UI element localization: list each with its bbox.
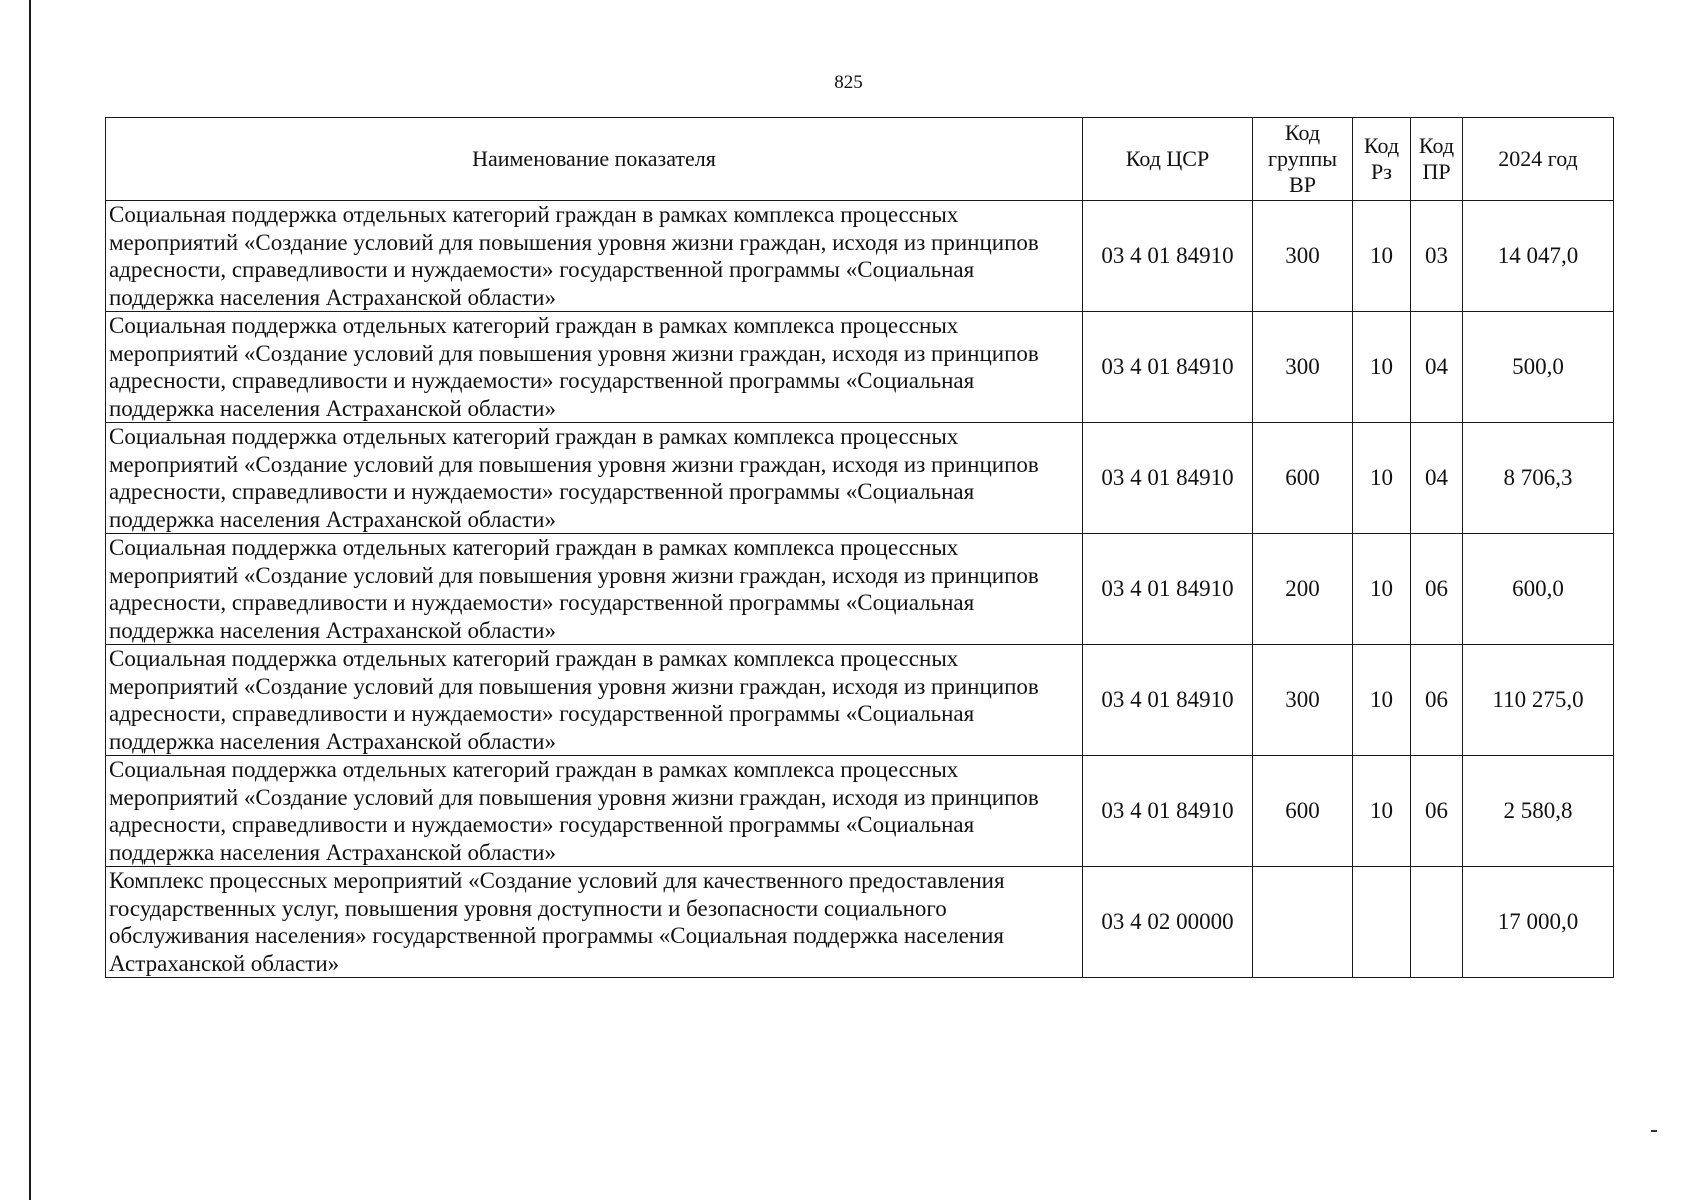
row-csr-code-cell: 03 4 01 84910 (1083, 312, 1253, 423)
row-vr-code-cell: 600 (1253, 756, 1353, 867)
row-name-cell: Социальная поддержка отдельных категорий граждан в рамках комплекса процессных мероприятий «Создание условий для повышения уровня жизни граждан, исходя из принципов адресности, справедливости и нуждаемости» государственной программы «Социальная поддержка населения Астраханской области» (106, 756, 1083, 867)
header-csr-code: Код ЦСР (1083, 118, 1253, 201)
header-year: 2024 год (1463, 118, 1614, 201)
table-row (106, 534, 1614, 645)
row-vr-code-cell (1253, 867, 1353, 978)
row-rz-code-cell: 10 (1353, 756, 1411, 867)
row-name-cell: Социальная поддержка отдельных категорий граждан в рамках комплекса процессных мероприятий «Создание условий для повышения уровня жизни граждан, исходя из принципов адресности, справедливости и нуждаемости» государственной программы «Социальная поддержка населения Астраханской области» (106, 423, 1083, 534)
scan-margin-line (29, 0, 31, 1200)
table-row (106, 645, 1614, 756)
table-row (106, 312, 1614, 423)
row-pr-code-cell: 04 (1411, 423, 1463, 534)
row-pr-code-cell: 04 (1411, 312, 1463, 423)
table-row (106, 423, 1614, 534)
page-number: 825 (834, 72, 863, 93)
row-csr-code-cell: 03 4 01 84910 (1083, 201, 1253, 312)
row-rz-code-cell: 10 (1353, 201, 1411, 312)
table-row (106, 867, 1614, 978)
row-amount-cell: 110 275,0 (1463, 645, 1614, 756)
row-vr-code-cell: 300 (1253, 312, 1353, 423)
header-vr-code-line3: ВР (1289, 172, 1316, 197)
row-amount-cell: 8 706,3 (1463, 423, 1614, 534)
row-amount-cell: 600,0 (1463, 534, 1614, 645)
table-row (106, 756, 1614, 867)
row-rz-code-cell: 10 (1353, 423, 1411, 534)
row-amount-cell: 17 000,0 (1463, 867, 1614, 978)
row-csr-code-cell: 03 4 02 00000 (1083, 867, 1253, 978)
table-row (106, 201, 1614, 312)
row-csr-code-cell: 03 4 01 84910 (1083, 756, 1253, 867)
row-amount-cell: 500,0 (1463, 312, 1614, 423)
row-rz-code-cell (1353, 867, 1411, 978)
budget-table (105, 117, 1614, 978)
table-header-row (106, 118, 1614, 201)
row-vr-code-cell: 300 (1253, 201, 1353, 312)
row-rz-code-cell: 10 (1353, 534, 1411, 645)
row-pr-code-cell (1411, 867, 1463, 978)
header-vr-code (1253, 118, 1353, 201)
row-vr-code-cell: 200 (1253, 534, 1353, 645)
row-pr-code-cell: 06 (1411, 645, 1463, 756)
header-pr-code (1411, 118, 1463, 201)
row-pr-code-cell: 06 (1411, 534, 1463, 645)
row-amount-cell: 14 047,0 (1463, 201, 1614, 312)
header-vr-code-line1: Код (1284, 120, 1321, 145)
row-name-cell: Социальная поддержка отдельных категорий граждан в рамках комплекса процессных мероприятий «Создание условий для повышения уровня жизни граждан, исходя из принципов адресности, справедливости и нуждаемости» государственной программы «Социальная поддержка населения Астраханской области» (106, 312, 1083, 423)
header-pr-code-line2: ПР (1422, 159, 1451, 184)
row-csr-code-cell: 03 4 01 84910 (1083, 534, 1253, 645)
row-name-cell: Социальная поддержка отдельных категорий граждан в рамках комплекса процессных мероприятий «Создание условий для повышения уровня жизни граждан, исходя из принципов адресности, справедливости и нуждаемости» государственной программы «Социальная поддержка населения Астраханской области» (106, 534, 1083, 645)
row-rz-code-cell: 10 (1353, 312, 1411, 423)
header-pr-code-line1: Код (1418, 133, 1455, 158)
header-rz-code (1353, 118, 1411, 201)
header-vr-code-line2: группы (1267, 146, 1338, 171)
row-name-cell: Социальная поддержка отдельных категорий граждан в рамках комплекса процессных мероприятий «Создание условий для повышения уровня жизни граждан, исходя из принципов адресности, справедливости и нуждаемости» государственной программы «Социальная поддержка населения Астраханской области» (106, 201, 1083, 312)
row-vr-code-cell: 600 (1253, 423, 1353, 534)
row-pr-code-cell: 06 (1411, 756, 1463, 867)
row-name-cell: Комплекс процессных мероприятий «Создание условий для качественного предоставления государственных услуг, повышения уровня доступности и безопасности социального обслуживания населения» государственной программы «Социальная поддержка населения Астраханской области» (106, 867, 1083, 978)
scan-artifact (1651, 1130, 1657, 1132)
row-amount-cell: 2 580,8 (1463, 756, 1614, 867)
row-csr-code-cell: 03 4 01 84910 (1083, 423, 1253, 534)
header-rz-code-line2: Рз (1371, 159, 1392, 184)
row-rz-code-cell: 10 (1353, 645, 1411, 756)
header-rz-code-line1: Код (1363, 133, 1400, 158)
row-csr-code-cell: 03 4 01 84910 (1083, 645, 1253, 756)
header-name: Наименование показателя (106, 118, 1083, 201)
row-vr-code-cell: 300 (1253, 645, 1353, 756)
row-pr-code-cell: 03 (1411, 201, 1463, 312)
row-name-cell: Социальная поддержка отдельных категорий граждан в рамках комплекса процессных мероприятий «Создание условий для повышения уровня жизни граждан, исходя из принципов адресности, справедливости и нуждаемости» государственной программы «Социальная поддержка населения Астраханской области» (106, 645, 1083, 756)
